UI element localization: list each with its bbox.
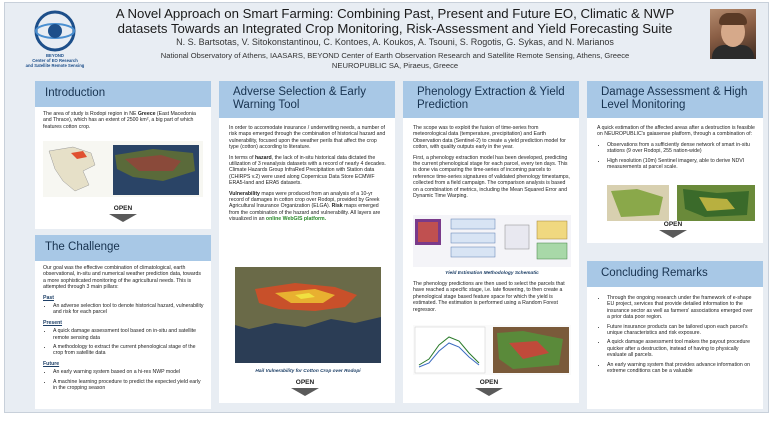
open-button-adverse[interactable]: OPEN	[295, 379, 315, 386]
damage-panel	[587, 81, 763, 243]
past-label: Past	[43, 294, 54, 301]
list-item: • A methodology to extract the current phenological stage of the crop from satellite data	[53, 344, 205, 357]
list-item: • Observations from a sufficiently dense network of smart in-situ stations (9 over Rodopi, 255 nation-wide)	[607, 142, 755, 155]
logo-text: BEYOND Center of EO Research and Satellite Remote Sensing	[25, 53, 85, 68]
adverse-panel	[219, 81, 395, 403]
conclusions-list	[597, 295, 755, 374]
affiliations	[95, 51, 695, 70]
author-photo	[710, 9, 756, 59]
future-list	[43, 369, 205, 391]
adverse-p2: In terms of hazard, the lack of in-situ historical data dictated the utilization of 3 reanalysis datasets with a record of nearly 4 decades. Climate Hazards Group InfraRed Precipitation with Station data (CHIRPS v.2) were used along Copernicus Data Store ECMWF ERA5-land and ERA5 datasets.	[229, 154, 386, 187]
damage-text	[597, 125, 755, 173]
arrow-down-icon	[109, 214, 137, 222]
open-button-intro[interactable]: OPEN	[113, 205, 133, 212]
phenology-text	[413, 125, 571, 203]
list-item: • A quick damage assessment tool based on in-situ and satellite remote sensing data	[53, 328, 205, 341]
intro-title: Introduction	[35, 81, 211, 107]
yield-schematic-caption: Yield Estimation Methodology Schematic	[445, 271, 539, 276]
yield-schematic-image	[413, 215, 571, 267]
arrow-down-icon	[659, 230, 687, 238]
list-item: • Through the ongoing research under the framework of e-shape EU project, services that provide detailed information to the insurance sector as well as farmers' associations emerged over a prior data poor region.	[607, 295, 755, 321]
conclusions-panel	[587, 261, 763, 409]
conclusions-title: Concluding Remarks	[587, 261, 763, 287]
damage-maps-image	[607, 185, 755, 221]
damage-title: Damage Assessment & High Level Monitoring	[587, 81, 763, 118]
present-label: Present	[43, 319, 63, 326]
challenge-intro: Our goal was the effective combination of climatological, earth observational, in-situ and numerical weather prediction data, towards a more sophisticated monitoring of the agricultural needs. This is attempted through 3 main pillars:	[43, 265, 202, 291]
phenology-p2: First, a phenology extraction model has been developed, predicting the current phenological stage for each parcel, every ten days. This is done via comparing the time-series of incoming parcels to reference time-series signatures of validated phenology timestamps, collected from a field campaign. The comparison analysis is based on a combination of metrics, including the Mean Squared Error and Dynamic Time Warping.	[413, 154, 570, 200]
list-item: • High resolution (10m) Sentinel imagery, able to derive NDVI measurements at parcel scale.	[607, 158, 755, 171]
phenology-title: Phenology Extraction & Yield Prediction	[403, 81, 579, 118]
affiliation-1: National Observatory of Athens, IAASARS, BEYOND Center of Earth Observation Research and Satellite Remote Sensing, Athens, Greece	[160, 51, 630, 60]
open-button-damage[interactable]: OPEN	[663, 221, 683, 228]
poster	[4, 2, 769, 413]
adverse-text	[229, 125, 387, 227]
past-list	[43, 303, 205, 316]
poster-header	[5, 3, 768, 75]
hail-vulnerability-map-image	[235, 267, 381, 363]
adverse-title: Adverse Selection & Early Warning Tool	[219, 81, 395, 118]
greece-map-image	[43, 141, 203, 197]
damage-intro: A quick estimation of the affected areas after a destruction is feasible on NEUROPUBLIC's gaiasense platform, through a combination of:	[597, 125, 755, 138]
authors: N. S. Bartsotas, V. Sitokonstantinou, C. Kontoes, A. Koukos, A. Tsouni, S. Rogotis, G. Sykas, and N. Marianos	[176, 37, 614, 47]
open-button-phenology[interactable]: OPEN	[479, 379, 499, 386]
challenge-title: The Challenge	[35, 235, 211, 261]
list-item: • A machine learning procedure to predict the expected yield early in the cropping season	[53, 379, 205, 392]
affiliation-2: NEUROPUBLIC SA, Piraeus, Greece	[331, 60, 459, 70]
phenology-panel	[403, 81, 579, 403]
list-item: • Future insurance products can be tailored upon each parcel's unique characteristics and risk exposure.	[607, 324, 755, 337]
list-item: • An adverse selection tool to denote historical hazard, vulnerability and risk for each parcel	[53, 303, 205, 316]
conclusions-text	[597, 293, 755, 377]
arrow-down-icon	[291, 388, 319, 396]
challenge-text	[43, 265, 205, 395]
present-list	[43, 328, 205, 357]
intro-panel	[35, 81, 211, 229]
challenge-panel	[35, 235, 211, 409]
adverse-p1: In order to accomodate insurance / underwriting needs, a number of risk maps emerged through the combination of historical hazard and vulnerability, focused upon the weather perils that affect the crop type (cotton) according to literature.	[229, 125, 386, 151]
adverse-p3: Vulnerability maps were produced from an analysis of a 10-yr record of damages in cotton crop over Rodopi, provided by Greek Agricultural Insurance Organization (ELGA). Risk maps emerged from the combination of the hazard and vulnerability. All layers are visualized in an online WebGIS platform.	[229, 190, 381, 223]
phenology-charts-image	[413, 325, 571, 375]
poster-title: A Novel Approach on Smart Farming: Combining Past, Present and Future EO, Climatic & NWP datasets Towards an Integrated Crop Monitoring, Risk-Assessment and Yield Forecasting Suite	[115, 6, 675, 36]
future-label: Future	[43, 360, 60, 367]
list-item: • An early warning system based on a hi-res NWP model	[53, 369, 205, 375]
list-item: • A quick damage assessment tool makes the payout procedure quicker after a destruction, instead of having to physically evaluate all parcels.	[607, 339, 755, 358]
beyond-logo	[33, 9, 77, 53]
phenology-p1: The scope was to exploit the fusion of time-series from meteorological data (temperature, precipitation) and Earth Observation data (Sentinel-2) to create a yield prediction model for cotton, with quality outputs early in the year.	[413, 125, 566, 151]
webgis-link[interactable]: online WebGIS platform.	[265, 216, 327, 223]
damage-list	[597, 142, 755, 171]
arrow-down-icon	[475, 388, 503, 396]
list-item: • An early warning system that provides advance information on extreme conditions can be a valuable	[607, 362, 755, 375]
hail-map-caption: Hail Vulnerability for Cotton Crop over Rodopi	[255, 369, 361, 374]
phenology-p3: The phenology predictions are then used to select the parcels that have reached a specific stage, i.e. late flowering, to then create a phenological stage based feature space for which the yield is estimated. The estimation is performed using a Random Forest regressor.	[413, 281, 565, 313]
intro-text: The area of study is Rodopi region in NE Greece (East Macedonia and Thrace), which has an extent of 2500 km², a big part of which features cotton crop.	[43, 111, 196, 130]
